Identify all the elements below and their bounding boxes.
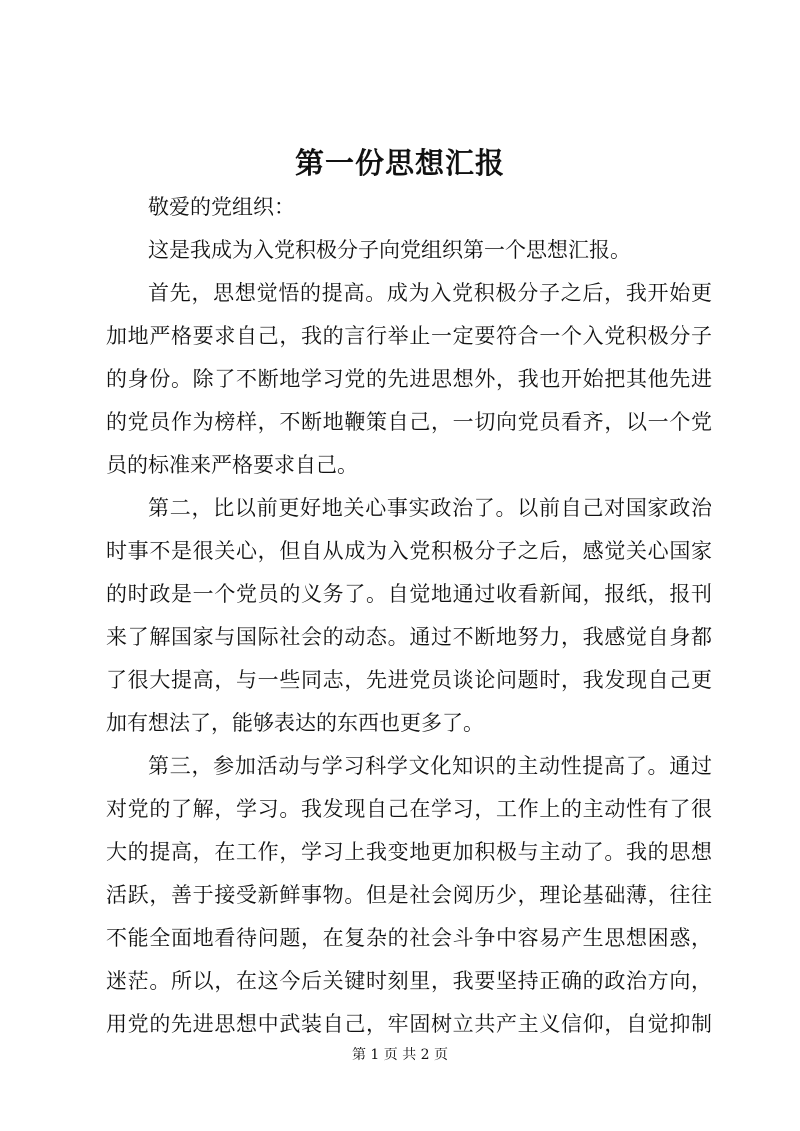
paragraph-line: 的身份。除了不断地学习党的先进思想外，我也开始把其他先进 xyxy=(106,367,712,391)
paragraph-line: 时事不是很关心，但自从成为入党积极分子之后，感觉关心国家 xyxy=(106,539,712,563)
paragraph-line: 的时政是一个党员的义务了。自觉地通过收看新闻，报纸，报刊 xyxy=(106,582,712,606)
paragraph-line: 加有想法了，能够表达的东西也更多了。 xyxy=(106,711,484,735)
paragraph-line: 敬爱的党组织： xyxy=(148,195,295,219)
paragraph-line: 用党的先进思想中武装自己，牢固树立共产主义信仰，自觉抑制 xyxy=(106,1012,712,1036)
paragraph-line: 来了解国家与国际社会的动态。通过不断地努力，我感觉自身都 xyxy=(106,625,712,649)
paragraph-line: 首先，思想觉悟的提高。成为入党积极分子之后，我开始更 xyxy=(148,281,712,305)
paragraph-line: 不能全面地看待问题，在复杂的社会斗争中容易产生思想困惑， xyxy=(106,926,712,950)
paragraph xyxy=(106,272,712,487)
paragraph-line: 对党的了解，学习。我发现自己在学习，工作上的主动性有了很 xyxy=(106,797,712,821)
paragraph xyxy=(106,186,712,229)
paragraph-line: 的党员作为榜样，不断地鞭策自己，一切向党员看齐，以一个党 xyxy=(106,410,712,434)
paragraph xyxy=(106,487,712,745)
paragraph-line: 迷茫。所以，在这今后关键时刻里，我要坚持正确的政治方向， xyxy=(106,969,712,993)
paragraph-line: 员的标准来严格要求自己。 xyxy=(106,453,358,477)
page-number-footer: 第 1 页 共 2 页 xyxy=(351,1047,449,1063)
paragraph-line: 活跃，善于接受新鲜事物。但是社会阅历少，理论基础薄，往往 xyxy=(106,883,712,907)
paragraph-line: 这是我成为入党积极分子向党组织第一个思想汇报。 xyxy=(148,238,631,262)
paragraph-line: 加地严格要求自己，我的言行举止一定要符合一个入党积极分子 xyxy=(106,324,712,348)
document-title: 第一份思想汇报 xyxy=(294,146,505,180)
paragraph-line: 第二，比以前更好地关心事实政治了。以前自己对国家政治 xyxy=(148,496,712,520)
paragraph-line: 大的提高，在工作，学习上我变地更加积极与主动了。我的思想 xyxy=(106,840,712,864)
paragraph-line: 了很大提高，与一些同志，先进党员谈论问题时，我发现自己更 xyxy=(106,668,712,692)
document-body xyxy=(106,186,712,1046)
paragraph-line: 第三，参加活动与学习科学文化知识的主动性提高了。通过 xyxy=(148,754,712,778)
paragraph xyxy=(106,229,712,272)
paragraph xyxy=(106,745,712,1046)
